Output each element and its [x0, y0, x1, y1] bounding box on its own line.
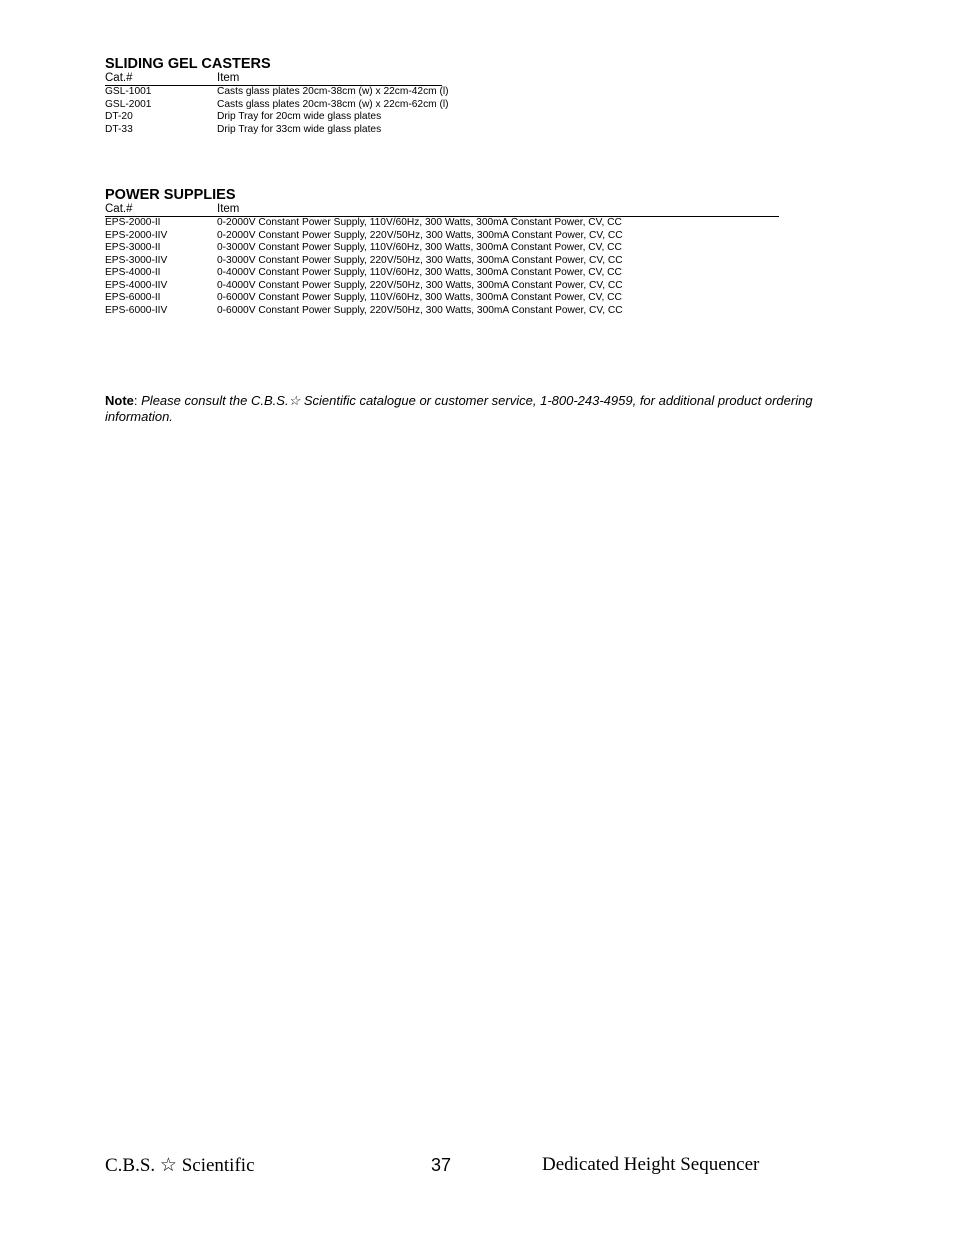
cat-number: EPS-4000-II: [105, 267, 161, 278]
table-row: [105, 292, 779, 305]
item-description: Drip Tray for 33cm wide glass plates: [217, 123, 382, 135]
table-row: [105, 267, 779, 280]
sliding-gel-casters-section: [105, 56, 449, 136]
item-column-header: Item: [217, 72, 240, 84]
cat-column-header: Cat.#: [105, 203, 133, 215]
item-description: 0-2000V Constant Power Supply, 110V/60Hz, 300 Watts, 300mA Constant Power, CV, CC: [217, 217, 622, 228]
note-separator: :: [133, 393, 138, 408]
item-description: 0-6000V Constant Power Supply, 110V/60Hz, 300 Watts, 300mA Constant Power, CV, CC: [217, 292, 622, 303]
cat-number: EPS-3000-IIV: [105, 254, 168, 266]
table-row: [105, 86, 449, 99]
table-row: [105, 111, 449, 124]
table-row: [105, 255, 779, 268]
footer-company-name: C.B.S. ☆ Scientific: [105, 1155, 255, 1176]
table-header: [105, 203, 779, 217]
item-description: 0-4000V Constant Power Supply, 220V/50Hz, 300 Watts, 300mA Constant Power, CV, CC: [217, 279, 623, 291]
section-title: POWER SUPPLIES: [105, 187, 236, 203]
table-row: [105, 242, 779, 255]
page-number: 37: [431, 1155, 452, 1175]
item-description: 0-6000V Constant Power Supply, 220V/50Hz, 300 Watts, 300mA Constant Power, CV, CC: [217, 304, 623, 316]
item-description: Drip Tray for 20cm wide glass plates: [217, 111, 382, 122]
note-text: Please consult the C.B.S.☆ Scientific catalogue or customer service, 1-800-243-4959, for additional product ordering information.: [105, 393, 813, 424]
table-row: [105, 217, 779, 230]
cat-number: EPS-4000-IIV: [105, 279, 168, 291]
footer-product-title: Dedicated Height Sequencer: [542, 1154, 760, 1175]
cat-number: EPS-6000-IIV: [105, 304, 168, 316]
power-supplies-section: [105, 187, 779, 317]
item-description: Casts glass plates 20cm-38cm (w) x 22cm-42cm (l): [217, 86, 449, 97]
page-footer: [0, 1154, 954, 1182]
table-row: [105, 280, 779, 293]
cat-column-header: Cat.#: [105, 72, 133, 84]
table-row: [105, 305, 779, 318]
cat-number: GSL-2001: [105, 98, 152, 110]
item-description: 0-4000V Constant Power Supply, 110V/60Hz, 300 Watts, 300mA Constant Power, CV, CC: [217, 267, 622, 278]
item-column-header: Item: [217, 203, 240, 215]
cat-number: EPS-2000-IIV: [105, 229, 168, 241]
table-row: [105, 124, 449, 137]
table-header: [105, 72, 442, 86]
cat-number: DT-20: [105, 111, 133, 122]
cat-number: EPS-3000-II: [105, 242, 161, 253]
cat-number: EPS-2000-II: [105, 217, 161, 228]
section-title: SLIDING GEL CASTERS: [105, 56, 271, 72]
item-description: 0-3000V Constant Power Supply, 220V/50Hz, 300 Watts, 300mA Constant Power, CV, CC: [217, 254, 623, 266]
cat-number: EPS-6000-II: [105, 292, 161, 303]
item-description: 0-3000V Constant Power Supply, 110V/60Hz, 300 Watts, 300mA Constant Power, CV, CC: [217, 242, 622, 253]
table-row: [105, 99, 449, 112]
item-description: 0-2000V Constant Power Supply, 220V/50Hz, 300 Watts, 300mA Constant Power, CV, CC: [217, 229, 623, 241]
cat-number: GSL-1001: [105, 86, 152, 97]
table-row: [105, 230, 779, 243]
note-label: Note: [105, 393, 134, 408]
item-description: Casts glass plates 20cm-38cm (w) x 22cm-62cm (l): [217, 98, 449, 110]
ordering-note: [105, 393, 840, 425]
cat-number: DT-33: [105, 123, 133, 135]
